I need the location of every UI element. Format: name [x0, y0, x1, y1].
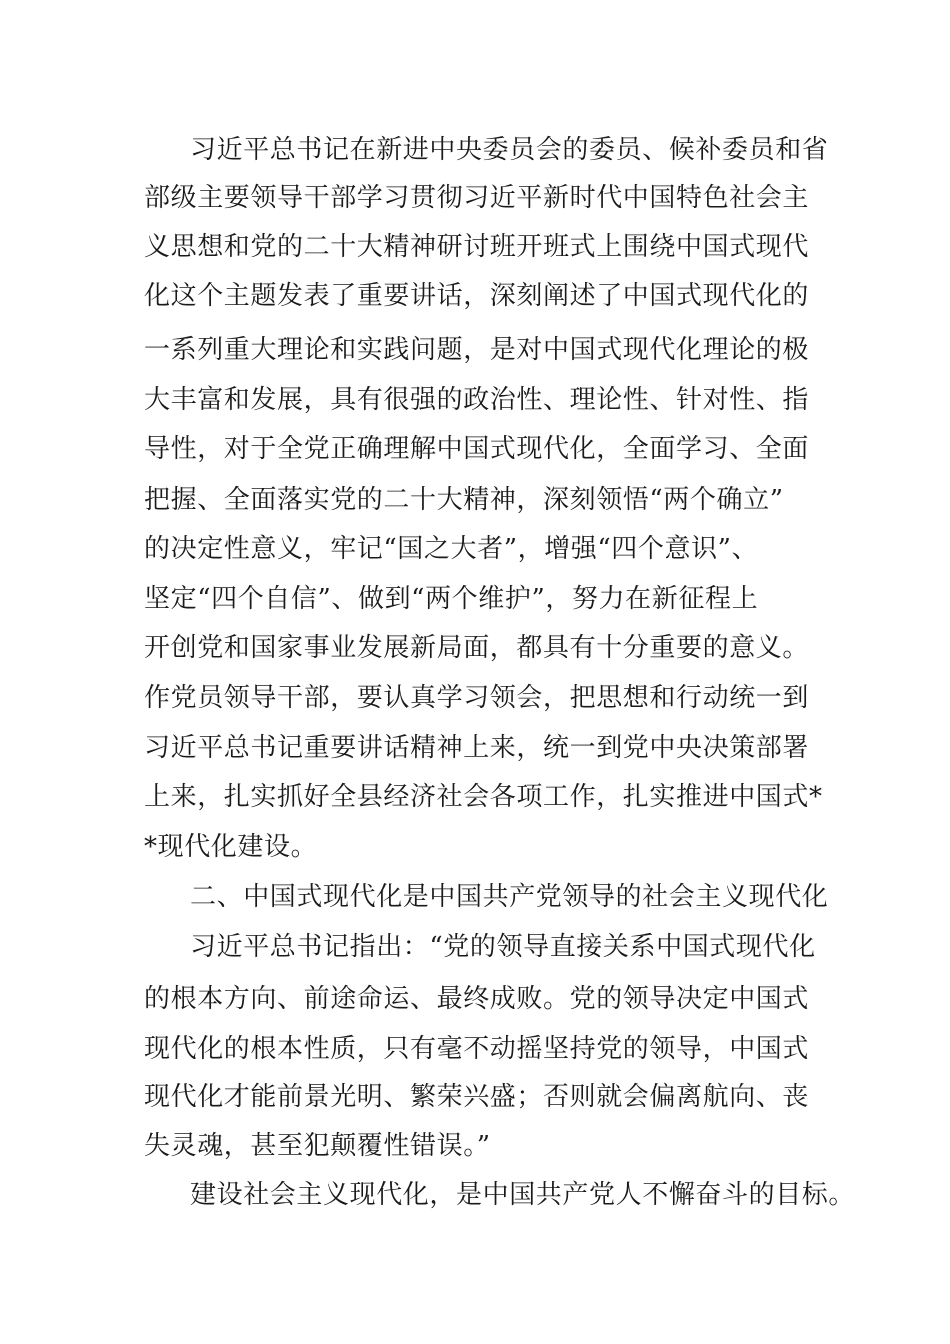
paragraph-2-line-4: 现代化才能前景光明、繁荣兴盛；否则就会偏离航向、丧 [144, 1082, 810, 1112]
paragraph-1-line-5: 一系列重大理论和实践问题，是对中国式现代化理论的极 [144, 335, 810, 365]
paragraph-1-line-8: 把握、全面落实党的二十大精神，深刻领悟“两个确立” [144, 485, 784, 515]
paragraph-2-line-3: 现代化的根本性质，只有毫不动摇坚持党的领导，中国式 [144, 1034, 810, 1064]
paragraph-1-line-14: 上来，扎实抓好全县经济社会各项工作，扎实推进中国式* [144, 782, 823, 812]
paragraph-1-line-4: 化这个主题发表了重要讲话，深刻阐述了中国式现代化的 [144, 281, 810, 311]
paragraph-1-line-10: 坚定“四个自信”、做到“两个维护”，努力在新征程上 [144, 584, 759, 614]
paragraph-1-line-7: 导性，对于全党正确理解中国式现代化，全面学习、全面 [144, 434, 810, 464]
paragraph-1-line-1: 习近平总书记在新进中央委员会的委员、候补委员和省 [190, 135, 829, 165]
paragraph-1-line-15: *现代化建设。 [144, 832, 318, 862]
paragraph-1-line-11: 开创党和国家事业发展新局面，都具有十分重要的意义。 [144, 633, 810, 663]
section-heading-2: 二、中国式现代化是中国共产党领导的社会主义现代化 [190, 882, 829, 912]
paragraph-1-line-2: 部级主要领导干部学习贯彻习近平新时代中国特色社会主 [144, 183, 810, 213]
paragraph-1-line-3: 义思想和党的二十大精神研讨班开班式上围绕中国式现代 [144, 232, 810, 262]
paragraph-1-line-12: 作党员领导干部，要认真学习领会，把思想和行动统一到 [144, 683, 810, 713]
paragraph-1-line-13: 习近平总书记重要讲话精神上来，统一到党中央决策部署 [144, 733, 810, 763]
paragraph-1-line-9: 的决定性意义，牢记“国之大者”，增强“四个意识”、 [144, 534, 759, 564]
paragraph-1-line-6: 大丰富和发展，具有很强的政治性、理论性、针对性、指 [144, 385, 810, 415]
paragraph-2-line-1: 习近平总书记指出：“党的领导直接关系中国式现代化 [190, 932, 816, 962]
paragraph-3-line-1: 建设社会主义现代化，是中国共产党人不懈奋斗的目标。 [190, 1180, 856, 1210]
paragraph-2-line-5: 失灵魂，甚至犯颠覆性错误。” [144, 1131, 491, 1161]
paragraph-2-line-2: 的根本方向、前途命运、最终成败。党的领导决定中国式 [144, 984, 810, 1014]
